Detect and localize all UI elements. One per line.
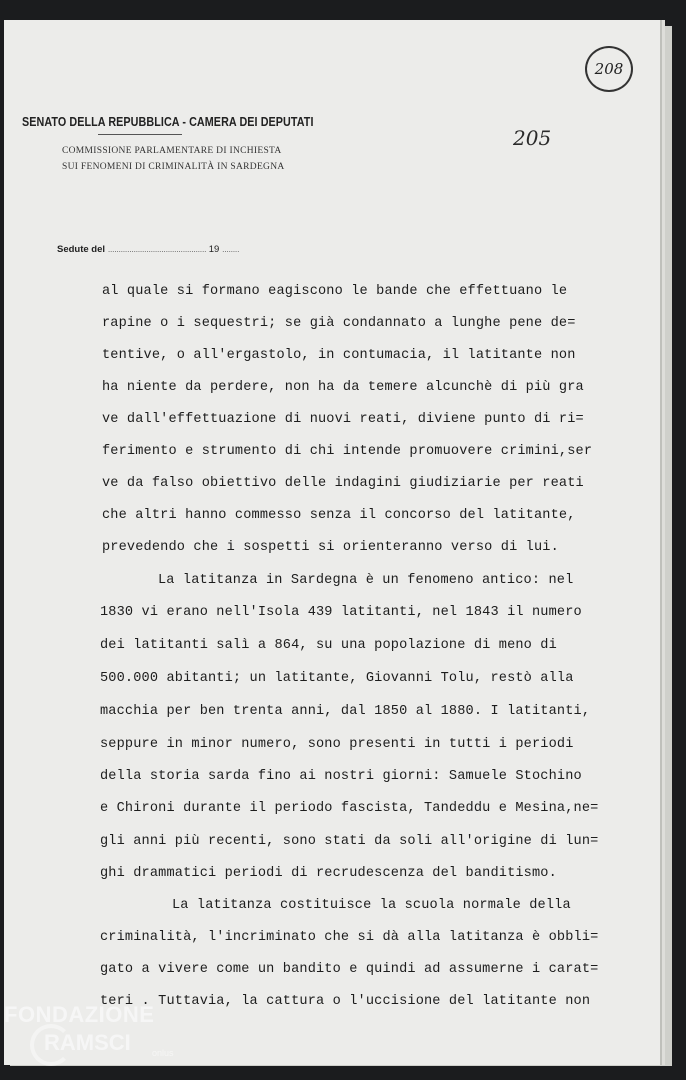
- text-line: che altri hanno commesso senza il concorso del latitante,: [102, 508, 576, 523]
- circled-number-text: 208: [594, 60, 624, 78]
- text-line: ve dall'effettuazione di nuovi reati, diviene punto di ri=: [102, 412, 584, 427]
- text-line: criminalità, l'incriminato che si dà alla latitanza è obbli=: [100, 930, 599, 945]
- watermark-line-2: RAMSCI: [44, 1030, 131, 1055]
- text-line: teri . Tuttavia, la cattura o l'uccisione del latitante non: [100, 994, 591, 1009]
- text-line: ve da falso obiettivo delle indagini giudiziarie per reati: [102, 476, 584, 491]
- text-line: prevedendo che i sospetti si orienteranno verso di lui.: [102, 540, 559, 555]
- text-line: tentive, o all'ergastolo, in contumacia, il latitante non: [102, 348, 576, 363]
- year-dots: ........: [221, 244, 240, 255]
- watermark-line-3: onlus: [152, 1048, 174, 1058]
- watermark-line-1: FONDAZIONE: [4, 1002, 155, 1027]
- text-line: gato a vivere come un bandito e quindi ad assumerne i carat=: [100, 962, 599, 977]
- commission-line-2: SUI FENOMENI DI CRIMINALITÀ IN SARDEGNA: [62, 162, 285, 172]
- sedute-field: [57, 244, 239, 255]
- text-line: ferimento e strumento di chi intende promuovere crimini,ser: [102, 444, 593, 459]
- handwritten-page-number: 205: [513, 126, 552, 150]
- text-line: ghi drammatici periodi di recrudescenza del banditismo.: [100, 866, 557, 881]
- text-line: rapine o i sequestri; se già condannato a lunghe pene de=: [102, 316, 576, 331]
- text-line: La latitanza costituisce la scuola normale della: [172, 898, 571, 913]
- text-line: della storia sarda fino ai nostri giorni: Samuele Stochino: [100, 769, 582, 784]
- text-line: al quale si formano eagiscono le bande che effettuano le: [102, 284, 568, 299]
- fondazione-gramsci-watermark: [4, 1002, 174, 1058]
- sedute-label: Sedute del: [57, 244, 106, 255]
- text-line: 1830 vi erano nell'Isola 439 latitanti, nel 1843 il numero: [100, 605, 582, 620]
- text-line: ha niente da perdere, non ha da temere alcunchè di più gra: [102, 380, 584, 395]
- circled-archive-number: [585, 46, 633, 92]
- text-line: gli anni più recenti, sono stati da soli all'origine di lun=: [100, 834, 599, 849]
- text-line: seppure in minor numero, sono presenti in tutti i periodi: [100, 737, 574, 752]
- text-line: e Chironi durante il periodo fascista, Tandeddu e Mesina,ne=: [100, 801, 599, 816]
- header-rule: [98, 134, 182, 135]
- text-line: 500.000 abitanti; un latitante, Giovanni Tolu, restò alla: [100, 671, 574, 686]
- commission-line-1: COMMISSIONE PARLAMENTARE DI INCHIESTA: [62, 146, 282, 156]
- sedute-dots: ..............................................: [107, 244, 207, 255]
- header-title: SENATO DELLA REPUBBLICA - CAMERA DEI DEPUTATI: [22, 115, 314, 129]
- text-line: dei latitanti salì a 864, su una popolazione di meno di: [100, 638, 557, 653]
- text-line: La latitanza in Sardegna è un fenomeno antico: nel: [158, 573, 574, 588]
- text-line: macchia per ben trenta anni, dal 1850 al 1880. I latitanti,: [100, 704, 591, 719]
- year-prefix: 19: [208, 244, 220, 255]
